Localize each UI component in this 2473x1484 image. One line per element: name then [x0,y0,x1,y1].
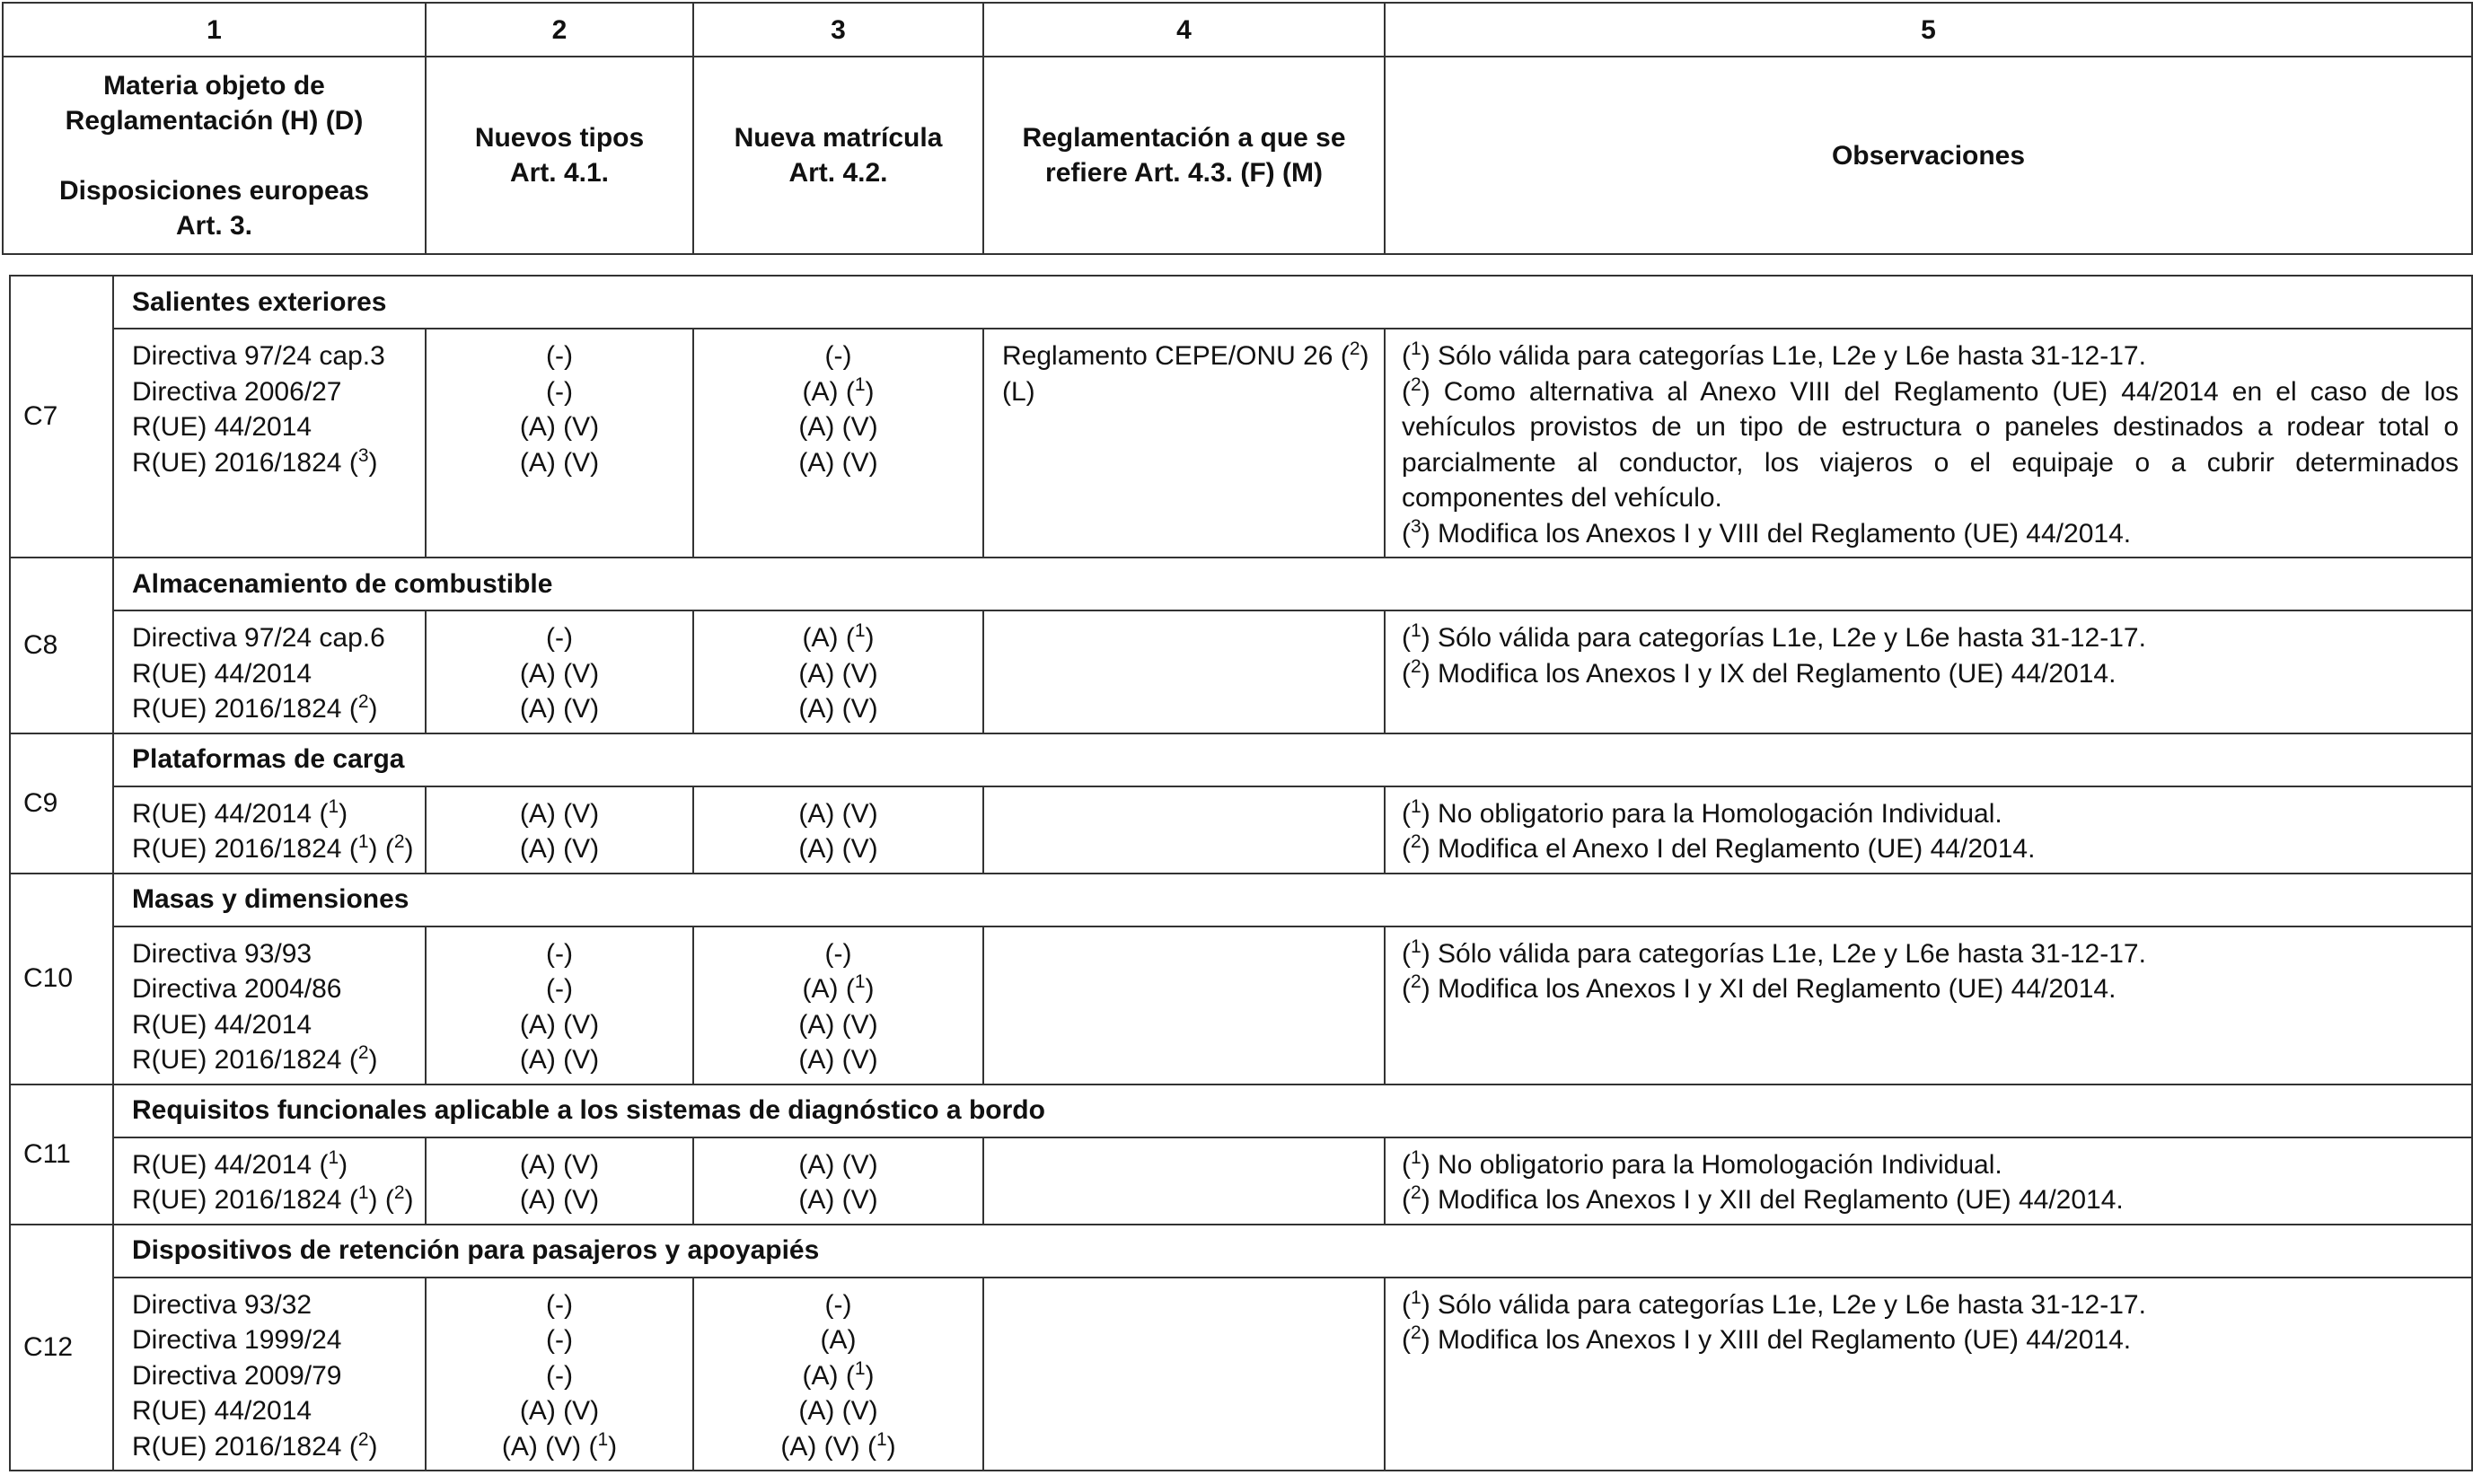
regulation-line: R(UE) 2016/1824 ($^3$) [132,444,378,478]
section-code: C10 [10,874,113,1084]
observation-note: ($^2$) Modifica el Anexo I del Reglamento (UE) 44/2014. [1402,831,2036,864]
section-title-row [10,276,2472,329]
new-registration-cell [693,329,983,558]
new-types-value: (A) (V) [519,447,600,478]
referenced-regulation-cell [983,610,1385,733]
regulations-cell [113,926,426,1084]
footnote-marker: 1 [1411,1286,1421,1308]
footnote-marker: 1 [328,1146,339,1168]
new-types-cell [426,1278,693,1471]
regulation-line: R(UE) 2016/1824 ($^1$) ($^2$) [132,831,414,864]
regulation-line: Directiva 93/32 [132,1289,312,1320]
new-registration-value: (A) (V) [798,798,878,829]
section-detail-row [10,1278,2472,1471]
footnote-marker: 2 [1411,1182,1421,1203]
observation-note: ($^3$) Modifica los Anexos I y VIII del Reglamento (UE) 44/2014. [1402,515,2132,549]
new-registration-value: (-) [824,938,852,969]
regulation-line: Directiva 2006/27 [132,376,342,407]
observations-cell [1385,926,2472,1084]
footnote-marker: 1 [357,831,369,852]
footnote-marker: 2 [357,1042,369,1063]
column-number-1: 1 [3,3,426,57]
new-types-value: (A) (V) [519,1396,600,1426]
new-types-value: (A) (V) ($^1$) [501,1428,618,1462]
section-code: C12 [10,1225,113,1471]
header-subject-line: Disposiciones europeas [58,175,370,206]
new-types-value: (-) [546,341,573,371]
referenced-regulation-line: (L) [1002,376,1035,407]
new-registration-value: (-) [824,341,852,371]
section-code: C9 [10,733,113,874]
observations-cell [1385,329,2472,558]
new-registration-value: (A) ($^1$) [802,620,875,653]
footnote-marker: 2 [393,831,405,852]
observation-note: ($^1$) No obligatorio para la Homologación Individual. [1402,1146,2002,1180]
column-number-4: 4 [983,3,1385,57]
section-title: Dispositivos de retención para pasajeros y apoyapiés [113,1225,2472,1278]
header-regulation-line: refiere Art. 4.3. (F) (M) [1045,158,1323,188]
new-types-value: (-) [546,376,573,407]
footnote-marker: 2 [1411,831,1421,852]
observations-cell [1385,1137,2472,1225]
regulation-line: R(UE) 2016/1824 ($^1$) ($^2$) [132,1182,414,1215]
header-observations [1385,57,2472,254]
observation-note: ($^1$) No obligatorio para la Homologación Individual. [1402,795,2002,829]
regulation-line: R(UE) 44/2014 [132,1396,312,1426]
footnote-marker: 1 [1411,1146,1421,1168]
new-types-value: (A) (V) [519,1185,600,1215]
footnote-marker: 1 [1411,620,1421,641]
header-regulation [983,57,1385,254]
footnote-marker: 3 [1411,515,1421,537]
regulation-line: R(UE) 44/2014 ($^1$) [132,1146,348,1180]
observation-note: ($^2$) Modifica los Anexos I y XII del Reglamento (UE) 44/2014. [1402,1182,2124,1215]
new-types-value: (A) (V) [519,1045,600,1075]
section-title: Masas y dimensiones [113,874,2472,926]
footnote-marker: 1 [1411,935,1421,957]
footnote-marker: 2 [1411,971,1421,992]
regulation-line: Directiva 2009/79 [132,1360,342,1391]
new-types-value: (-) [546,974,573,1004]
new-registration-value: (A) (V) [798,1009,878,1040]
new-registration-value: (A) (V) [798,447,878,478]
regulation-line: R(UE) 44/2014 [132,658,312,689]
new-registration-value: (A) (V) [798,658,878,689]
sections-body [10,276,2472,1471]
regulation-line: R(UE) 44/2014 ($^1$) [132,795,348,829]
section-detail-row [10,329,2472,558]
new-registration-value: (A) ($^1$) [802,373,875,407]
column-number-3: 3 [693,3,983,57]
regulation-line: Directiva 1999/24 [132,1325,342,1355]
column-number-row [3,3,2472,57]
header-subject-line: Art. 3. [175,210,253,241]
referenced-regulation-cell [983,329,1385,558]
section-title: Almacenamiento de combustible [113,558,2472,610]
new-types-cell [426,786,693,874]
section-title: Salientes exteriores [113,276,2472,329]
observations-cell [1385,1278,2472,1471]
footnote-marker: 1 [328,795,339,817]
new-types-value: (-) [546,1360,573,1391]
observation-note: ($^1$) Sólo válida para categorías L1e, L2e y L6e hasta 31-12-17. [1402,935,2146,969]
observation-note: ($^1$) Sólo válida para categorías L1e, L2e y L6e hasta 31-12-17. [1402,620,2146,653]
footnote-marker: 1 [597,1428,609,1450]
sections-table [9,275,2473,1471]
footnote-marker: 1 [854,1357,866,1379]
footnote-marker: 1 [854,620,866,641]
new-registration-value: (A) (V) [798,412,878,442]
observation-note: ($^2$) Modifica los Anexos I y XI del Reglamento (UE) 44/2014. [1402,971,2117,1004]
section-detail-row [10,926,2472,1084]
regulation-line: Directiva 2004/86 [132,974,342,1004]
section-detail-row [10,1137,2472,1225]
new-types-cell [426,926,693,1084]
new-types-value: (-) [546,938,573,969]
observation-note: ($^2$) Modifica los Anexos I y XIII del Reglamento (UE) 44/2014. [1402,1322,2132,1355]
header-regulation-line: Reglamentación a que se [1022,123,1346,153]
header-subject-line: Materia objeto de [103,70,325,101]
header-subject-matter [3,57,426,254]
new-registration-value: (A) (V) [798,1396,878,1426]
observation-note: ($^1$) Sólo válida para categorías L1e, L2e y L6e hasta 31-12-17. [1402,1286,2146,1320]
new-registration-value: (-) [824,1289,852,1320]
section-detail-row [10,610,2472,733]
header-new-types-line: Nuevos tipos [474,123,645,153]
new-registration-cell [693,610,983,733]
new-types-value: (A) (V) [519,834,600,864]
footnote-marker: 1 [854,373,866,395]
referenced-regulation-cell [983,926,1385,1084]
footnote-marker: 2 [1411,655,1421,677]
regulation-line: R(UE) 44/2014 [132,1009,312,1040]
new-types-value: (-) [546,623,573,653]
footnote-marker: 2 [357,1428,369,1450]
regulations-cell [113,786,426,874]
regulation-line: R(UE) 2016/1824 ($^2$) [132,1042,378,1075]
new-registration-value: (A) (V) [798,1185,878,1215]
section-code: C11 [10,1084,113,1225]
new-types-value: (A) (V) [519,1149,600,1180]
footnote-marker: 1 [1411,338,1421,359]
new-registration-value: (A) (V) [798,1149,878,1180]
header-new-registration-line: Nueva matrícula [734,123,943,153]
section-title: Requisitos funcionales aplicable a los sistemas de diagnóstico a bordo [113,1084,2472,1137]
observations-cell [1385,610,2472,733]
observation-note: ($^2$) Como alternativa al Anexo VIII del Reglamento (UE) 44/2014 en el caso de los vehículos provistos de un tipo de estructura o paneles destinados a rodear total o parcialmente al conductor, los viajeros o el equipaje o a cubrir determinados componentes del vehículo. [1402,373,2460,513]
footnote-marker: 2 [1411,1322,1421,1343]
column-number-5: 5 [1385,3,2472,57]
section-title-row [10,874,2472,926]
footnote-marker: 1 [357,1182,369,1203]
header-subject-line: Reglamentación (H) (D) [65,105,364,136]
column-label-row [3,57,2472,254]
referenced-regulation-cell [983,786,1385,874]
new-registration-value: (A) ($^1$) [802,971,875,1004]
regulation-line: Directiva 97/24 cap.3 [132,341,385,371]
header-observations-line: Observaciones [1831,140,2026,171]
new-types-value: (A) (V) [519,658,600,689]
new-types-value: (-) [546,1289,573,1320]
new-types-cell [426,1137,693,1225]
new-types-cell [426,610,693,733]
regulations-cell [113,610,426,733]
observation-note: ($^2$) Modifica los Anexos I y IX del Reglamento (UE) 44/2014. [1402,655,2117,689]
regulation-line: R(UE) 44/2014 [132,412,312,442]
section-title-row [10,558,2472,610]
referenced-regulation-line: Reglamento CEPE/ONU 26 ($^2$) [1002,338,1369,371]
section-detail-row [10,786,2472,874]
section-title-row [10,733,2472,786]
new-registration-cell [693,1278,983,1471]
new-registration-cell [693,786,983,874]
section-title-row [10,1225,2472,1278]
regulations-cell [113,1137,426,1225]
new-types-cell [426,329,693,558]
new-types-value: (A) (V) [519,412,600,442]
new-types-value: (A) (V) [519,694,600,724]
column-number-2: 2 [426,3,693,57]
footnote-marker: 1 [876,1428,887,1450]
observations-cell [1385,786,2472,874]
regulation-line: Directiva 93/93 [132,938,312,969]
referenced-regulation-cell [983,1137,1385,1225]
new-types-value: (A) (V) [519,798,600,829]
regulation-line: R(UE) 2016/1824 ($^2$) [132,1428,378,1462]
new-registration-value: (A) (V) [798,834,878,864]
referenced-regulation-cell [983,1278,1385,1471]
observation-note: ($^1$) Sólo válida para categorías L1e, L2e y L6e hasta 31-12-17. [1402,338,2146,371]
header-new-types-line: Art. 4.1. [509,158,610,188]
header-new-registration [693,57,983,254]
new-types-value: (-) [546,1325,573,1355]
section-code: C8 [10,558,113,733]
new-registration-value: (A) (V) [798,1045,878,1075]
footnote-marker: 3 [357,444,369,466]
new-registration-value: (A) ($^1$) [802,1357,875,1391]
new-registration-cell [693,926,983,1084]
footnote-marker: 2 [1411,373,1421,395]
column-header-table [2,2,2473,255]
header-new-registration-line: Art. 4.2. [788,158,888,188]
new-registration-value: (A) [820,1325,857,1355]
footnote-marker: 2 [393,1182,405,1203]
new-registration-cell [693,1137,983,1225]
section-code: C7 [10,276,113,558]
footnote-marker: 2 [357,691,369,712]
new-registration-value: (A) (V) ($^1$) [780,1428,896,1462]
section-title: Plataformas de carga [113,733,2472,786]
footnote-marker: 1 [854,971,866,992]
section-title-row [10,1084,2472,1137]
header-new-types [426,57,693,254]
regulations-cell [113,329,426,558]
regulation-line: Directiva 97/24 cap.6 [132,623,385,653]
new-types-value: (A) (V) [519,1009,600,1040]
footnote-marker: 1 [1411,795,1421,817]
footnote-marker: 2 [1349,338,1360,359]
new-registration-value: (A) (V) [798,694,878,724]
regulations-cell [113,1278,426,1471]
regulation-line: R(UE) 2016/1824 ($^2$) [132,691,378,724]
